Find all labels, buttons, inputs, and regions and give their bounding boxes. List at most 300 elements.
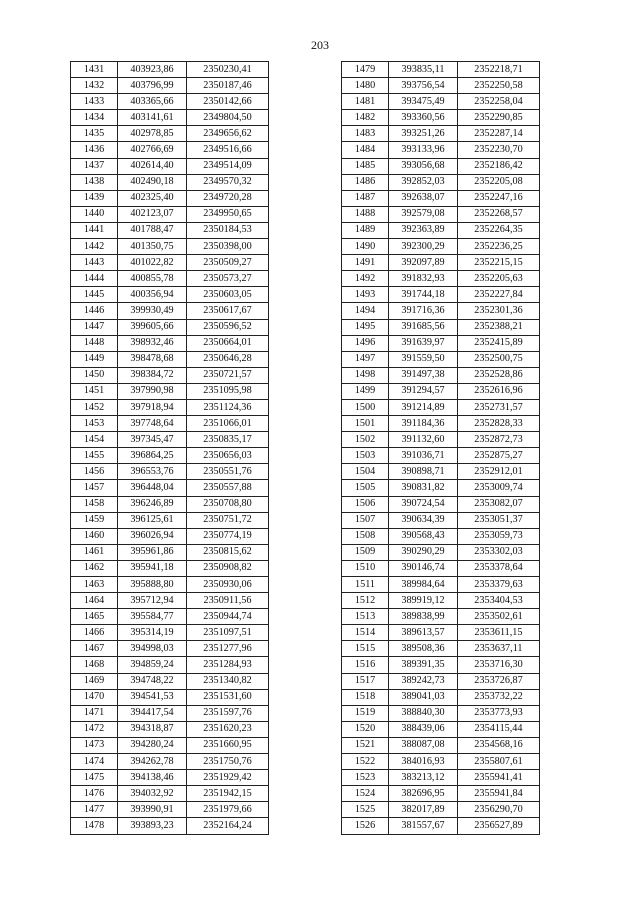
y-coordinate-cell: 2350509,27 xyxy=(187,255,269,271)
point-number-cell: 1467 xyxy=(71,641,118,657)
x-coordinate-cell: 391497,38 xyxy=(389,367,458,383)
x-coordinate-cell: 394138,46 xyxy=(118,770,187,786)
x-coordinate-cell: 391184,36 xyxy=(389,416,458,432)
y-coordinate-cell: 2353502,61 xyxy=(458,609,540,625)
x-coordinate-cell: 390290,29 xyxy=(389,544,458,560)
point-number-cell: 1456 xyxy=(71,464,118,480)
y-coordinate-cell: 2351340,82 xyxy=(187,673,269,689)
x-coordinate-cell: 401022,82 xyxy=(118,255,187,271)
y-coordinate-cell: 2351095,98 xyxy=(187,383,269,399)
x-coordinate-cell: 402490,18 xyxy=(118,174,187,190)
point-number-cell: 1491 xyxy=(342,255,389,271)
y-coordinate-cell: 2353716,30 xyxy=(458,657,540,673)
table-row xyxy=(71,496,269,512)
point-number-cell: 1513 xyxy=(342,609,389,625)
y-coordinate-cell: 2351066,01 xyxy=(187,416,269,432)
x-coordinate-cell: 391685,56 xyxy=(389,319,458,335)
y-coordinate-cell: 2352828,33 xyxy=(458,416,540,432)
x-coordinate-cell: 402766,69 xyxy=(118,142,187,158)
table-row xyxy=(71,367,269,383)
point-number-cell: 1480 xyxy=(342,78,389,94)
table-row xyxy=(71,190,269,206)
table-row xyxy=(71,705,269,721)
point-number-cell: 1515 xyxy=(342,641,389,657)
x-coordinate-cell: 397918,94 xyxy=(118,399,187,415)
table-row xyxy=(71,351,269,367)
x-coordinate-cell: 403796,99 xyxy=(118,78,187,94)
x-coordinate-cell: 396864,25 xyxy=(118,448,187,464)
point-number-cell: 1518 xyxy=(342,689,389,705)
y-coordinate-cell: 2351597,76 xyxy=(187,705,269,721)
x-coordinate-cell: 393893,23 xyxy=(118,818,187,834)
table-row xyxy=(71,399,269,415)
x-coordinate-cell: 392300,29 xyxy=(389,239,458,255)
point-number-cell: 1459 xyxy=(71,512,118,528)
y-coordinate-cell: 2353378,64 xyxy=(458,560,540,576)
x-coordinate-cell: 394748,22 xyxy=(118,673,187,689)
point-number-cell: 1492 xyxy=(342,271,389,287)
table-row xyxy=(342,641,540,657)
x-coordinate-cell: 397748,64 xyxy=(118,416,187,432)
x-coordinate-cell: 394859,24 xyxy=(118,657,187,673)
table-row xyxy=(342,464,540,480)
point-number-cell: 1490 xyxy=(342,239,389,255)
x-coordinate-cell: 396448,04 xyxy=(118,480,187,496)
y-coordinate-cell: 2349804,50 xyxy=(187,110,269,126)
table-row xyxy=(71,544,269,560)
x-coordinate-cell: 391132,60 xyxy=(389,432,458,448)
x-coordinate-cell: 390146,74 xyxy=(389,560,458,576)
y-coordinate-cell: 2352301,36 xyxy=(458,303,540,319)
table-row xyxy=(71,222,269,238)
x-coordinate-cell: 402123,07 xyxy=(118,206,187,222)
point-number-cell: 1485 xyxy=(342,158,389,174)
table-row xyxy=(342,818,540,834)
table-row xyxy=(342,399,540,415)
table-row xyxy=(342,802,540,818)
x-coordinate-cell: 389919,12 xyxy=(389,593,458,609)
y-coordinate-cell: 2355941,41 xyxy=(458,770,540,786)
point-number-cell: 1474 xyxy=(71,754,118,770)
x-coordinate-cell: 395961,86 xyxy=(118,544,187,560)
point-number-cell: 1475 xyxy=(71,770,118,786)
point-number-cell: 1470 xyxy=(71,689,118,705)
y-coordinate-cell: 2350664,01 xyxy=(187,335,269,351)
y-coordinate-cell: 2350656,03 xyxy=(187,448,269,464)
table-row xyxy=(71,174,269,190)
table-row xyxy=(71,158,269,174)
y-coordinate-cell: 2350646,28 xyxy=(187,351,269,367)
point-number-cell: 1525 xyxy=(342,802,389,818)
table-row xyxy=(71,206,269,222)
x-coordinate-cell: 396246,89 xyxy=(118,496,187,512)
point-number-cell: 1451 xyxy=(71,383,118,399)
y-coordinate-cell: 2353379,63 xyxy=(458,577,540,593)
table-row xyxy=(71,770,269,786)
y-coordinate-cell: 2352236,25 xyxy=(458,239,540,255)
x-coordinate-cell: 391744,18 xyxy=(389,287,458,303)
y-coordinate-cell: 2352250,58 xyxy=(458,78,540,94)
x-coordinate-cell: 393133,96 xyxy=(389,142,458,158)
table-row xyxy=(71,754,269,770)
table-row xyxy=(71,737,269,753)
x-coordinate-cell: 391294,57 xyxy=(389,383,458,399)
point-number-cell: 1517 xyxy=(342,673,389,689)
y-coordinate-cell: 2351750,76 xyxy=(187,754,269,770)
y-coordinate-cell: 2350835,17 xyxy=(187,432,269,448)
x-coordinate-cell: 392097,89 xyxy=(389,255,458,271)
y-coordinate-cell: 2350617,67 xyxy=(187,303,269,319)
point-number-cell: 1506 xyxy=(342,496,389,512)
point-number-cell: 1504 xyxy=(342,464,389,480)
table-row xyxy=(71,126,269,142)
y-coordinate-cell: 2351531,60 xyxy=(187,689,269,705)
coordinate-table-left xyxy=(70,61,269,835)
y-coordinate-cell: 2353726,87 xyxy=(458,673,540,689)
table-row xyxy=(71,786,269,802)
x-coordinate-cell: 389613,57 xyxy=(389,625,458,641)
y-coordinate-cell: 2351660,95 xyxy=(187,737,269,753)
point-number-cell: 1453 xyxy=(71,416,118,432)
table-row xyxy=(342,383,540,399)
table-row xyxy=(71,560,269,576)
table-row xyxy=(71,657,269,673)
x-coordinate-cell: 395712,94 xyxy=(118,593,187,609)
x-coordinate-cell: 393835,11 xyxy=(389,62,458,78)
y-coordinate-cell: 2352731,57 xyxy=(458,399,540,415)
y-coordinate-cell: 2352258,04 xyxy=(458,94,540,110)
point-number-cell: 1521 xyxy=(342,737,389,753)
y-coordinate-cell: 2353637,11 xyxy=(458,641,540,657)
x-coordinate-cell: 393756,54 xyxy=(389,78,458,94)
x-coordinate-cell: 389838,99 xyxy=(389,609,458,625)
y-coordinate-cell: 2352186,42 xyxy=(458,158,540,174)
y-coordinate-cell: 2352616,96 xyxy=(458,383,540,399)
y-coordinate-cell: 2350596,52 xyxy=(187,319,269,335)
table-row xyxy=(342,754,540,770)
x-coordinate-cell: 391716,36 xyxy=(389,303,458,319)
x-coordinate-cell: 388840,30 xyxy=(389,705,458,721)
x-coordinate-cell: 392852,03 xyxy=(389,174,458,190)
page-number: 203 xyxy=(311,38,329,52)
x-coordinate-cell: 390724,54 xyxy=(389,496,458,512)
x-coordinate-cell: 391639,97 xyxy=(389,335,458,351)
point-number-cell: 1440 xyxy=(71,206,118,222)
y-coordinate-cell: 2352912,01 xyxy=(458,464,540,480)
y-coordinate-cell: 2350230,41 xyxy=(187,62,269,78)
x-coordinate-cell: 390898,71 xyxy=(389,464,458,480)
y-coordinate-cell: 2350944,74 xyxy=(187,609,269,625)
x-coordinate-cell: 392579,08 xyxy=(389,206,458,222)
point-number-cell: 1435 xyxy=(71,126,118,142)
table-row xyxy=(71,609,269,625)
y-coordinate-cell: 2351942,15 xyxy=(187,786,269,802)
table-row xyxy=(71,271,269,287)
y-coordinate-cell: 2353404,53 xyxy=(458,593,540,609)
y-coordinate-cell: 2352875,27 xyxy=(458,448,540,464)
table-row xyxy=(71,142,269,158)
point-number-cell: 1524 xyxy=(342,786,389,802)
point-number-cell: 1493 xyxy=(342,287,389,303)
point-number-cell: 1477 xyxy=(71,802,118,818)
y-coordinate-cell: 2352264,35 xyxy=(458,222,540,238)
table-row xyxy=(342,351,540,367)
point-number-cell: 1442 xyxy=(71,239,118,255)
x-coordinate-cell: 394318,87 xyxy=(118,721,187,737)
y-coordinate-cell: 2353773,93 xyxy=(458,705,540,721)
table-row xyxy=(71,62,269,78)
point-number-cell: 1497 xyxy=(342,351,389,367)
x-coordinate-cell: 392638,07 xyxy=(389,190,458,206)
x-coordinate-cell: 389984,64 xyxy=(389,577,458,593)
table-row xyxy=(342,174,540,190)
y-coordinate-cell: 2350603,05 xyxy=(187,287,269,303)
point-number-cell: 1469 xyxy=(71,673,118,689)
x-coordinate-cell: 397990,98 xyxy=(118,383,187,399)
point-number-cell: 1432 xyxy=(71,78,118,94)
y-coordinate-cell: 2349950,65 xyxy=(187,206,269,222)
point-number-cell: 1494 xyxy=(342,303,389,319)
point-number-cell: 1468 xyxy=(71,657,118,673)
table-row xyxy=(71,528,269,544)
y-coordinate-cell: 2350911,56 xyxy=(187,593,269,609)
table-row xyxy=(71,303,269,319)
point-number-cell: 1431 xyxy=(71,62,118,78)
y-coordinate-cell: 2353302,03 xyxy=(458,544,540,560)
x-coordinate-cell: 389508,36 xyxy=(389,641,458,657)
table-row xyxy=(342,448,540,464)
table-row xyxy=(71,818,269,834)
x-coordinate-cell: 392363,89 xyxy=(389,222,458,238)
y-coordinate-cell: 2352415,89 xyxy=(458,335,540,351)
y-coordinate-cell: 2352218,71 xyxy=(458,62,540,78)
x-coordinate-cell: 391214,89 xyxy=(389,399,458,415)
x-coordinate-cell: 398384,72 xyxy=(118,367,187,383)
point-number-cell: 1523 xyxy=(342,770,389,786)
x-coordinate-cell: 403923,86 xyxy=(118,62,187,78)
point-number-cell: 1508 xyxy=(342,528,389,544)
y-coordinate-cell: 2350751,72 xyxy=(187,512,269,528)
point-number-cell: 1444 xyxy=(71,271,118,287)
x-coordinate-cell: 393056,68 xyxy=(389,158,458,174)
x-coordinate-cell: 401788,47 xyxy=(118,222,187,238)
x-coordinate-cell: 397345,47 xyxy=(118,432,187,448)
table-row xyxy=(71,625,269,641)
y-coordinate-cell: 2351097,51 xyxy=(187,625,269,641)
table-row xyxy=(342,593,540,609)
y-coordinate-cell: 2355941,84 xyxy=(458,786,540,802)
x-coordinate-cell: 388439,06 xyxy=(389,721,458,737)
table-row xyxy=(342,432,540,448)
point-number-cell: 1472 xyxy=(71,721,118,737)
table-row xyxy=(342,319,540,335)
y-coordinate-cell: 2354115,44 xyxy=(458,721,540,737)
point-number-cell: 1516 xyxy=(342,657,389,673)
x-coordinate-cell: 394998,03 xyxy=(118,641,187,657)
y-coordinate-cell: 2352528,86 xyxy=(458,367,540,383)
y-coordinate-cell: 2351124,36 xyxy=(187,399,269,415)
x-coordinate-cell: 400356,94 xyxy=(118,287,187,303)
table-row xyxy=(342,609,540,625)
table-row xyxy=(342,367,540,383)
point-number-cell: 1449 xyxy=(71,351,118,367)
y-coordinate-cell: 2349656,62 xyxy=(187,126,269,142)
x-coordinate-cell: 395584,77 xyxy=(118,609,187,625)
table-row xyxy=(342,255,540,271)
point-number-cell: 1498 xyxy=(342,367,389,383)
table-row xyxy=(342,496,540,512)
y-coordinate-cell: 2352215,15 xyxy=(458,255,540,271)
table-row xyxy=(342,287,540,303)
y-coordinate-cell: 2351979,66 xyxy=(187,802,269,818)
point-number-cell: 1441 xyxy=(71,222,118,238)
x-coordinate-cell: 398932,46 xyxy=(118,335,187,351)
point-number-cell: 1476 xyxy=(71,786,118,802)
x-coordinate-cell: 389041,03 xyxy=(389,689,458,705)
table-row xyxy=(342,110,540,126)
y-coordinate-cell: 2352227,84 xyxy=(458,287,540,303)
x-coordinate-cell: 390634,39 xyxy=(389,512,458,528)
point-number-cell: 1466 xyxy=(71,625,118,641)
x-coordinate-cell: 389391,35 xyxy=(389,657,458,673)
point-number-cell: 1499 xyxy=(342,383,389,399)
point-number-cell: 1482 xyxy=(342,110,389,126)
table-row xyxy=(342,705,540,721)
table-row xyxy=(71,689,269,705)
y-coordinate-cell: 2349570,32 xyxy=(187,174,269,190)
x-coordinate-cell: 393475,49 xyxy=(389,94,458,110)
table-row xyxy=(342,512,540,528)
x-coordinate-cell: 393251,26 xyxy=(389,126,458,142)
point-number-cell: 1526 xyxy=(342,818,389,834)
y-coordinate-cell: 2352290,85 xyxy=(458,110,540,126)
x-coordinate-cell: 394262,78 xyxy=(118,754,187,770)
point-number-cell: 1446 xyxy=(71,303,118,319)
point-number-cell: 1519 xyxy=(342,705,389,721)
table-row xyxy=(71,673,269,689)
point-number-cell: 1452 xyxy=(71,399,118,415)
x-coordinate-cell: 398478,68 xyxy=(118,351,187,367)
y-coordinate-cell: 2352268,57 xyxy=(458,206,540,222)
table-row xyxy=(342,737,540,753)
y-coordinate-cell: 2350774,19 xyxy=(187,528,269,544)
y-coordinate-cell: 2350815,62 xyxy=(187,544,269,560)
point-number-cell: 1503 xyxy=(342,448,389,464)
table-row xyxy=(342,78,540,94)
point-number-cell: 1486 xyxy=(342,174,389,190)
x-coordinate-cell: 394417,54 xyxy=(118,705,187,721)
table-row xyxy=(71,593,269,609)
point-number-cell: 1478 xyxy=(71,818,118,834)
table-row xyxy=(71,577,269,593)
table-row xyxy=(71,448,269,464)
table-row xyxy=(342,142,540,158)
y-coordinate-cell: 2349720,28 xyxy=(187,190,269,206)
y-coordinate-cell: 2351929,42 xyxy=(187,770,269,786)
point-number-cell: 1447 xyxy=(71,319,118,335)
table-row xyxy=(342,480,540,496)
x-coordinate-cell: 394541,53 xyxy=(118,689,187,705)
y-coordinate-cell: 2354568,16 xyxy=(458,737,540,753)
point-number-cell: 1484 xyxy=(342,142,389,158)
table-row xyxy=(71,480,269,496)
x-coordinate-cell: 390568,43 xyxy=(389,528,458,544)
y-coordinate-cell: 2353611,15 xyxy=(458,625,540,641)
x-coordinate-cell: 395941,18 xyxy=(118,560,187,576)
x-coordinate-cell: 401350,75 xyxy=(118,239,187,255)
y-coordinate-cell: 2352164,24 xyxy=(187,818,269,834)
table-row xyxy=(342,786,540,802)
y-coordinate-cell: 2352230,70 xyxy=(458,142,540,158)
y-coordinate-cell: 2350908,82 xyxy=(187,560,269,576)
y-coordinate-cell: 2350930,06 xyxy=(187,577,269,593)
x-coordinate-cell: 399605,66 xyxy=(118,319,187,335)
table-row xyxy=(342,544,540,560)
table-row xyxy=(342,190,540,206)
x-coordinate-cell: 383213,12 xyxy=(389,770,458,786)
y-coordinate-cell: 2353732,22 xyxy=(458,689,540,705)
x-coordinate-cell: 388087,08 xyxy=(389,737,458,753)
x-coordinate-cell: 402614,40 xyxy=(118,158,187,174)
y-coordinate-cell: 2351284,93 xyxy=(187,657,269,673)
point-number-cell: 1512 xyxy=(342,593,389,609)
table-row xyxy=(342,416,540,432)
x-coordinate-cell: 382017,89 xyxy=(389,802,458,818)
table-row xyxy=(342,577,540,593)
y-coordinate-cell: 2350184,53 xyxy=(187,222,269,238)
table-row xyxy=(71,94,269,110)
x-coordinate-cell: 396553,76 xyxy=(118,464,187,480)
table-row xyxy=(71,383,269,399)
table-row xyxy=(342,222,540,238)
table-row xyxy=(71,319,269,335)
point-number-cell: 1457 xyxy=(71,480,118,496)
point-number-cell: 1483 xyxy=(342,126,389,142)
table-row xyxy=(342,271,540,287)
x-coordinate-cell: 402978,85 xyxy=(118,126,187,142)
x-coordinate-cell: 389242,73 xyxy=(389,673,458,689)
x-coordinate-cell: 390831,82 xyxy=(389,480,458,496)
point-number-cell: 1510 xyxy=(342,560,389,576)
y-coordinate-cell: 2352205,08 xyxy=(458,174,540,190)
table-row xyxy=(71,335,269,351)
table-row xyxy=(342,657,540,673)
y-coordinate-cell: 2353059,73 xyxy=(458,528,540,544)
y-coordinate-cell: 2350573,27 xyxy=(187,271,269,287)
y-coordinate-cell: 2356290,70 xyxy=(458,802,540,818)
table-row xyxy=(342,721,540,737)
table-row xyxy=(342,560,540,576)
table-row xyxy=(342,625,540,641)
point-number-cell: 1479 xyxy=(342,62,389,78)
table-row xyxy=(342,94,540,110)
y-coordinate-cell: 2352500,75 xyxy=(458,351,540,367)
x-coordinate-cell: 382696,95 xyxy=(389,786,458,802)
y-coordinate-cell: 2350721,57 xyxy=(187,367,269,383)
point-number-cell: 1511 xyxy=(342,577,389,593)
y-coordinate-cell: 2350398,00 xyxy=(187,239,269,255)
y-coordinate-cell: 2350187,46 xyxy=(187,78,269,94)
point-number-cell: 1437 xyxy=(71,158,118,174)
y-coordinate-cell: 2349516,66 xyxy=(187,142,269,158)
y-coordinate-cell: 2350142,66 xyxy=(187,94,269,110)
point-number-cell: 1433 xyxy=(71,94,118,110)
point-number-cell: 1489 xyxy=(342,222,389,238)
y-coordinate-cell: 2352872,73 xyxy=(458,432,540,448)
x-coordinate-cell: 395314,19 xyxy=(118,625,187,641)
point-number-cell: 1438 xyxy=(71,174,118,190)
y-coordinate-cell: 2352388,21 xyxy=(458,319,540,335)
